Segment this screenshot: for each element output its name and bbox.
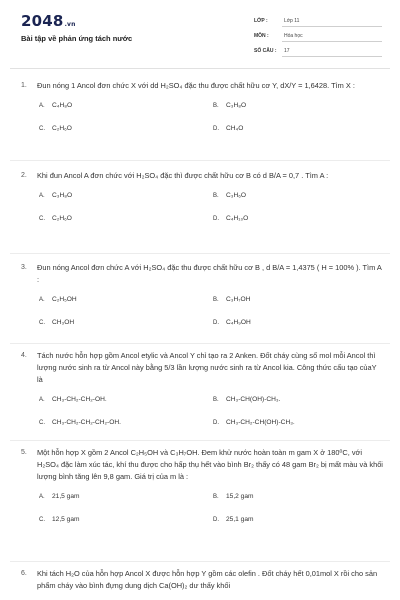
question-divider [10, 561, 390, 562]
site-logo[interactable] [21, 12, 76, 30]
option-text: 25,1 gam [226, 516, 254, 523]
option-letter: C. [39, 216, 45, 222]
option-letter: A. [39, 193, 45, 199]
question-6 [21, 568, 383, 592]
question-text: Đun nóng Ancol đơn chức A với H₂SO₄ đặc thu được chất hữu cơ B , d B/A = 1,4375 ( H = 100% ). Tìm A : [37, 263, 382, 284]
question-stem [21, 80, 383, 92]
meta-row-count [254, 46, 384, 61]
meta-row-subject [254, 31, 384, 46]
meta-value: Hóa học [282, 31, 382, 42]
answer-option-d[interactable] [213, 516, 254, 523]
answer-options [21, 182, 383, 228]
option-text: CH₃OH [52, 319, 75, 326]
question-text: Đun nóng 1 Ancol đơn chức X với dd H₂SO₄ đặc thu được chất hữu cơ Y, dX/Y = 1,6428. Tìm X : [37, 81, 355, 90]
option-letter: C. [39, 126, 45, 132]
question-number: 4. [21, 352, 27, 359]
question-2 [21, 170, 383, 228]
option-text: 21,5 gam [52, 493, 80, 500]
option-letter: A. [39, 494, 45, 500]
answer-option-b[interactable] [213, 396, 280, 403]
answer-option-a[interactable] [39, 102, 72, 109]
option-text: C₃H₈O [52, 192, 73, 199]
question-5 [21, 447, 383, 529]
option-letter: B. [213, 193, 219, 199]
option-text: C₃H₇OH [226, 296, 251, 303]
option-letter: C. [39, 320, 45, 326]
question-text: Khi tách H₂O của hỗn hợp Ancol X được hỗn hợp Y gồm các olefin . Đốt cháy hết 0,01mol X rồi cho sản phẩm cháy vào bình đựng dung dịch Ca(OH)₂ dư thấy khối [37, 569, 378, 590]
question-number: 2. [21, 172, 27, 179]
option-text: C₂H₆O [52, 215, 72, 222]
option-text: 15,2 gam [226, 493, 254, 500]
option-letter: D. [213, 420, 219, 426]
meta-value: Lớp 11 [282, 16, 382, 27]
logo-suffix: .vn [64, 21, 76, 28]
option-letter: C. [39, 420, 45, 426]
option-text: C₄H₈O [52, 102, 73, 109]
answer-option-c[interactable] [39, 319, 74, 326]
question-3 [21, 262, 383, 332]
option-text: C₄H₁₀O [226, 215, 249, 222]
question-number: 1. [21, 82, 27, 89]
answer-option-a[interactable] [39, 296, 77, 303]
answer-option-c[interactable] [39, 419, 121, 426]
option-letter: A. [39, 297, 45, 303]
question-stem [21, 170, 383, 182]
logo-text: 2048 [21, 12, 64, 30]
answer-option-a[interactable] [39, 396, 107, 403]
option-letter: B. [213, 397, 219, 403]
option-letter: B. [213, 297, 219, 303]
question-1 [21, 80, 383, 138]
meta-label: LỚP : [254, 18, 268, 24]
option-letter: D. [213, 320, 219, 326]
option-text: CH₃-CH(OH)-CH₃. [226, 396, 281, 403]
worksheet-title: Bài tập về phản ứng tách nước [21, 34, 133, 43]
option-text: C₄H₉OH [226, 319, 251, 326]
question-text: Một hỗn hợp X gồm 2 Ancol C₂H₅OH và C₃H₇OH. Đem khử nước hoàn toàn m gam X ở 180⁰C, với H₂SO₄ đặc làm xúc tác, khí thu được cho hấp thụ hết vào bình Br₂ thấy có 48 gam Br₂ bị mất màu và khối lượng bình tăng lên 9,8 gam. Giá trị của m là : [37, 448, 383, 481]
answer-option-d[interactable] [213, 419, 295, 426]
answer-option-b[interactable] [213, 493, 254, 500]
question-stem [21, 447, 383, 483]
answer-options [21, 386, 383, 432]
option-letter: B. [213, 103, 219, 109]
option-letter: A. [39, 103, 45, 109]
answer-option-b[interactable] [213, 296, 250, 303]
option-letter: D. [213, 216, 219, 222]
option-letter: D. [213, 126, 219, 132]
option-text: CH₃-CH₂-CH(OH)-CH₃. [226, 419, 295, 426]
meta-value: 17 [282, 46, 382, 57]
answer-option-c[interactable] [39, 516, 80, 523]
answer-option-a[interactable] [39, 493, 80, 500]
answer-option-c[interactable] [39, 125, 72, 132]
option-letter: C. [39, 517, 45, 523]
option-text: CH₃-CH₂-CH₂-CH₂-OH. [52, 419, 121, 426]
answer-option-c[interactable] [39, 215, 72, 222]
meta-label: MÔN : [254, 33, 269, 39]
meta-label: SỐ CÂU : [254, 48, 277, 54]
option-text: C₂H₆O [52, 125, 72, 132]
option-text: C₃H₈O [226, 102, 247, 109]
question-divider [10, 253, 390, 254]
question-number: 3. [21, 264, 27, 271]
option-text: CH₃-CH₂-CH₂-OH. [52, 396, 107, 403]
answer-options [21, 483, 383, 529]
option-text: CH₄O [226, 125, 244, 132]
question-number: 6. [21, 570, 27, 577]
question-divider [10, 160, 390, 161]
question-divider [10, 343, 390, 344]
question-stem [21, 568, 383, 592]
answer-option-b[interactable] [213, 192, 246, 199]
option-text: C₂H₅OH [52, 296, 77, 303]
question-4 [21, 350, 383, 432]
option-letter: D. [213, 517, 219, 523]
option-text: 12,5 gam [52, 516, 80, 523]
answer-option-d[interactable] [213, 319, 251, 326]
answer-option-d[interactable] [213, 215, 248, 222]
question-stem [21, 262, 383, 286]
question-divider [10, 440, 390, 441]
answer-option-d[interactable] [213, 125, 243, 132]
answer-options [21, 92, 383, 138]
option-text: C₃H₆O [226, 192, 246, 199]
option-letter: A. [39, 397, 45, 403]
question-number: 5. [21, 449, 27, 456]
answer-option-a[interactable] [39, 192, 72, 199]
question-text: Tách nước hỗn hợp gồm Ancol etylic và Ancol Y chỉ tạo ra 2 Anken. Đốt cháy cùng số mol mỗi Ancol thì lượng nước sinh ra từ Ancol này bằng 5/3 lần lượng nước sinh ra từ Ancol kia. Công thức cấu tạo củaY là [37, 351, 377, 384]
header-divider [10, 68, 390, 69]
option-letter: B. [213, 494, 219, 500]
meta-row-class [254, 16, 384, 31]
question-text: Khi đun Ancol A đơn chức với H₂SO₄ đặc thì được chất hữu cơ B có d B/A = 0,7 . Tìm A : [37, 171, 329, 180]
question-stem [21, 350, 383, 386]
worksheet-meta [254, 16, 384, 61]
answer-option-b[interactable] [213, 102, 246, 109]
answer-options [21, 286, 383, 332]
worksheet-header [21, 10, 381, 62]
